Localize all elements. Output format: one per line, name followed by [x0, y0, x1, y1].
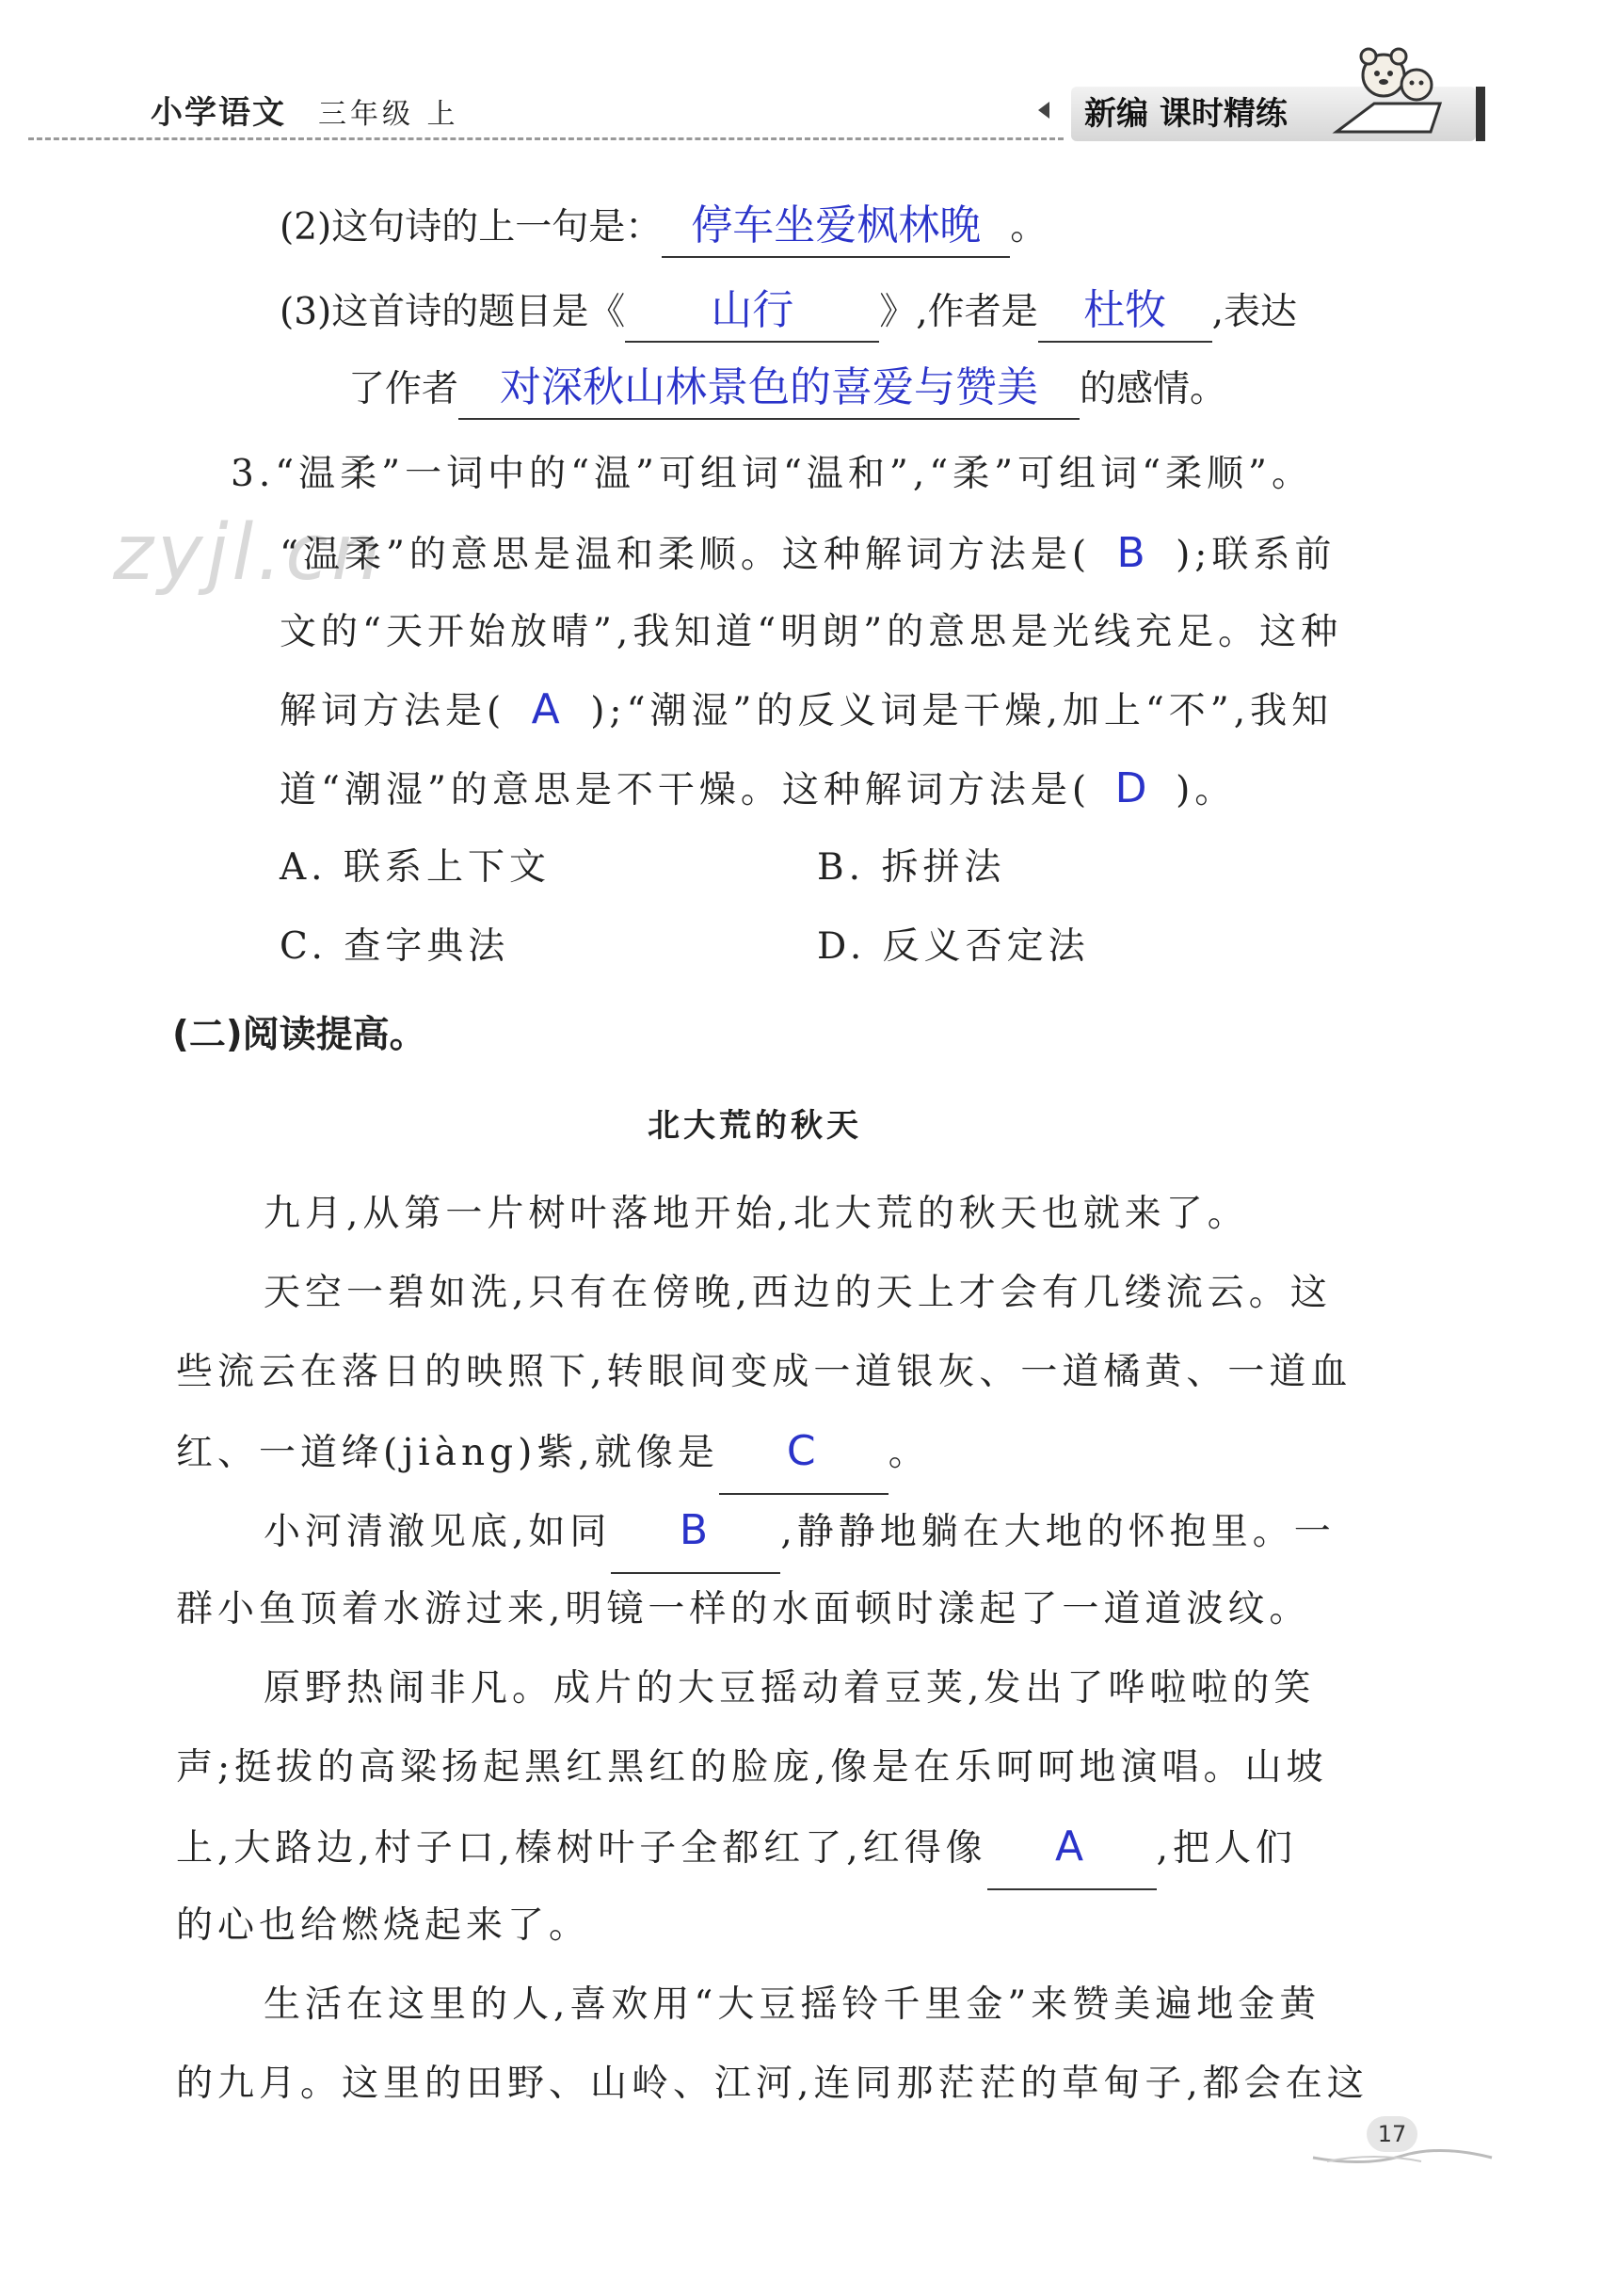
grade-label: 三年级 上: [318, 98, 459, 131]
q3-line2: [280, 514, 1336, 595]
answer-blank: [719, 1412, 889, 1495]
q3-line1: 3.“温柔”一词中的“温”可组词“温和”,“柔”可组词“柔顺”。: [231, 453, 1313, 495]
passage-p3-line2: 群小鱼顶着水游过来,明镜一样的水面顿时漾起了一道道波纹。: [176, 1588, 1311, 1630]
handwritten-answer: A: [1055, 1822, 1089, 1871]
book-subject-header: [151, 87, 459, 133]
q2-item3-line2-tail: 的感情。: [1080, 368, 1227, 410]
q3-line4-tail: );“潮湿”的反义词是干燥,加上“不”,我知: [590, 690, 1334, 732]
punct: 。: [1010, 206, 1048, 249]
header-bar: [1476, 87, 1485, 141]
handwritten-answer: B: [1116, 529, 1150, 577]
passage-p3-line1: [264, 1491, 1336, 1574]
q2-item3-tail: ,表达: [1211, 291, 1298, 333]
handwritten-answer: D: [1114, 764, 1152, 812]
q3-line5-tail: )。: [1176, 769, 1237, 811]
answer-blank: [662, 198, 1010, 258]
handwritten-answer: A: [531, 685, 565, 733]
passage-text: 红、一道绛(jiàng)紫,就像是: [176, 1432, 719, 1474]
q3-option-b: B. 拆拼法: [817, 846, 1006, 889]
passage-p4-line4: 的心也给燃烧起来了。: [176, 1904, 591, 1947]
handwritten-answer: 山行: [711, 286, 794, 334]
bear-mascot-icon: [1318, 38, 1449, 141]
header-arrow-icon: [1038, 102, 1049, 119]
passage-p5-line2: 的九月。这里的田野、山岭、江河,连同那茫茫的草甸子,都会在这: [176, 2063, 1369, 2105]
handwritten-answer: C: [786, 1427, 821, 1475]
answer-blank: [625, 282, 879, 343]
answer-blank: [987, 1807, 1157, 1890]
q2-item3-line2-prompt: 了作者: [348, 368, 459, 410]
passage-p2-line1: 天空一碧如洗,只有在傍晚,西边的天上才会有几缕流云。这: [264, 1272, 1332, 1314]
passage-text: 小河清澈见底,如同: [264, 1511, 612, 1553]
subject-label: 小学语文: [151, 94, 286, 132]
passage-p1: 九月,从第一片树叶落地开始,北大荒的秋天也就来了。: [264, 1193, 1249, 1235]
passage-p4-line3: [176, 1807, 1297, 1890]
passage-text: 上,大路边,村子口,榛树叶子全都红了,红得像: [176, 1827, 987, 1870]
passage-p2-line2: 些流云在落日的映照下,转眼间变成一道银灰、一道橘黄、一道血: [176, 1351, 1353, 1393]
q3-line5-text: 道“潮湿”的意思是不干燥。这种解词方法是(: [280, 769, 1092, 811]
punct: 。: [888, 1432, 930, 1474]
passage-p2-line3: [176, 1412, 930, 1495]
handwritten-answer: B: [679, 1506, 712, 1554]
q3-option-c: C. 查字典法: [280, 925, 510, 968]
handwritten-answer: 杜牧: [1083, 286, 1167, 334]
passage-text: ,把人们: [1156, 1827, 1297, 1870]
q3-line2-tail: );联系前: [1176, 534, 1337, 576]
watermark: zyjl.cn: [113, 508, 385, 598]
passage-text: ,静静地躺在大地的怀抱里。一: [780, 1511, 1336, 1553]
q3-line2-text: “温柔”的意思是温和柔顺。这种解词方法是(: [280, 534, 1092, 576]
q3-line4-text: 解词方法是(: [280, 690, 506, 732]
q3-option-d: D. 反义否定法: [817, 925, 1090, 968]
passage-title: 北大荒的秋天: [648, 1107, 862, 1145]
page-number: 17: [1367, 2116, 1417, 2152]
answer-blank: [458, 360, 1080, 420]
q3-line4: [280, 670, 1333, 751]
answer-blank: [611, 1491, 780, 1574]
answer-blank: [1038, 282, 1212, 343]
q2-item3-prompt: (3)这首诗的题目是《: [280, 291, 626, 333]
header-divider: [28, 137, 1064, 140]
q3-option-a: A. 联系上下文: [280, 846, 551, 889]
q2-item3: [280, 282, 1297, 343]
q2-item3-line2: [348, 360, 1226, 420]
q2-item2: [280, 198, 1047, 258]
q2-item3-mid: 》,作者是: [879, 291, 1038, 333]
passage-p5-line1: 生活在这里的人,喜欢用“大豆摇铃千里金”来赞美遍地金黄: [264, 1983, 1321, 2026]
handwritten-answer: 对深秋山林景色的喜爱与赞美: [500, 363, 1039, 411]
section-heading: (二)阅读提高。: [172, 1014, 426, 1056]
q3-line5: [280, 749, 1236, 830]
passage-p4-line2: 声;挺拔的高粱扬起黑红黑红的脸庞,像是在乐呵呵地演唱。山坡: [176, 1746, 1328, 1789]
handwritten-answer: 停车坐爱枫林晚: [691, 201, 982, 249]
passage-p4-line1: 原野热闹非凡。成片的大豆摇动着豆荚,发出了哗啦啦的笑: [264, 1667, 1316, 1710]
q2-item2-prompt: (2)这句诗的上一句是：: [280, 206, 663, 249]
q3-line3: 文的“天开始放晴”,我知道“明朗”的意思是光线充足。这种: [280, 611, 1343, 653]
series-label: 新编 课时精练: [1084, 95, 1288, 133]
